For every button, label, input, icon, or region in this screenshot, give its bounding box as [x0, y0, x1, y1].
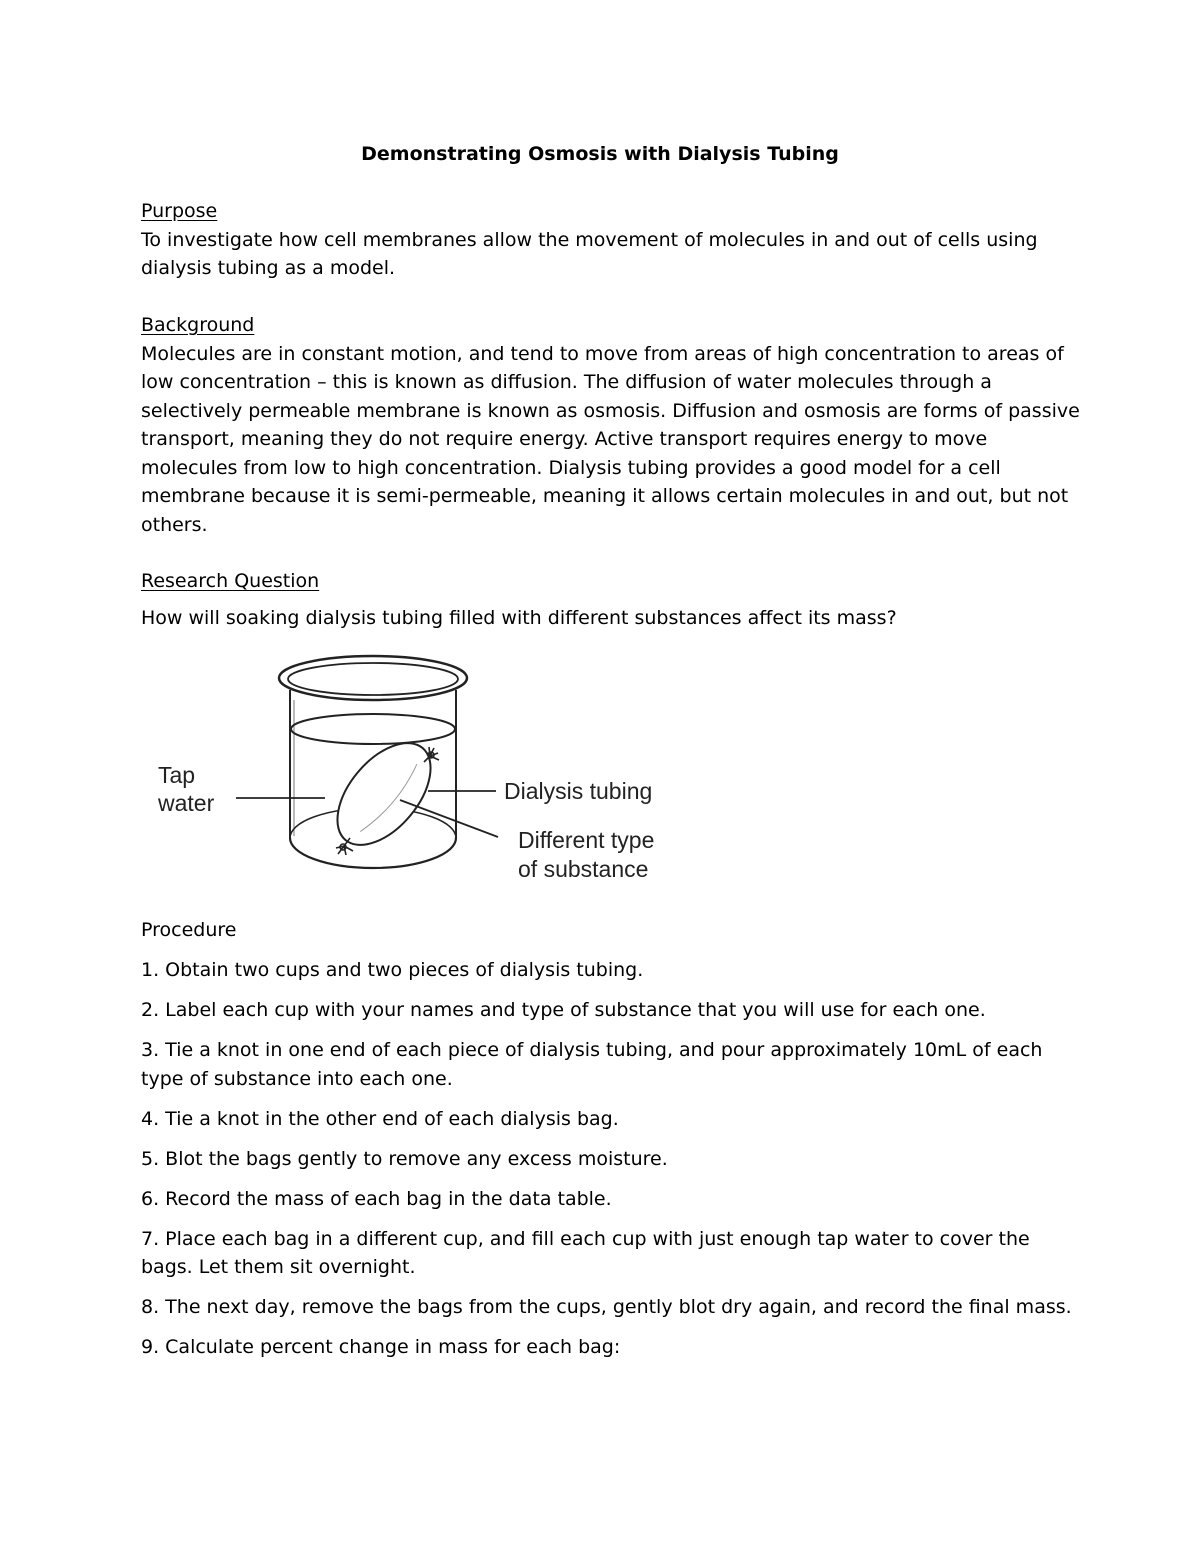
background-heading: Background	[141, 314, 255, 336]
background-text: Molecules are in constant motion, and tend to move from areas of high concentration to areas of low concentration – this is known as diffusion. The diffusion of water molecules through a selectively permeable membrane is known as osmosis. Diffusion and osmosis are forms of passive transport, meaning they do not require energy. Active transport requires energy to move molecules from low to high concentration. Dialysis tubing provides a good model for a cell membrane because it is semi-permeable, meaning it allows certain molecules in and out, but not others.	[141, 342, 1080, 536]
procedure-steps	[141, 956, 1081, 1373]
substance-pointer	[400, 800, 498, 837]
procedure-step: 1. Obtain two cups and two pieces of dialysis tubing.	[141, 959, 644, 981]
label-dialysis-tubing: Dialysis tubing	[504, 778, 653, 804]
procedure-heading-block	[141, 916, 1081, 945]
label-water: water	[158, 790, 215, 816]
procedure-step: 7. Place each bag in a different cup, and fill each cup with just enough tap water to cover the bags. Let them sit overnight.	[141, 1227, 1030, 1278]
background-section	[141, 311, 1081, 539]
dialysis-bag	[319, 726, 448, 862]
procedure-step: 6. Record the mass of each bag in the data table.	[141, 1187, 612, 1210]
procedure-step: 5. Blot the bags gently to remove any excess moisture.	[141, 1147, 668, 1170]
procedure-step: 3. Tie a knot in one end of each piece of dialysis tubing, and pour approximately 10mL of each type of substance into each one.	[141, 1039, 1043, 1090]
procedure-step: 9. Calculate percent change in mass for each bag:	[141, 1336, 621, 1358]
water-surface	[291, 714, 455, 744]
label-different-type: Different type	[518, 827, 655, 853]
purpose-section	[141, 197, 1081, 283]
research-question-heading: Research Question	[141, 570, 320, 592]
label-of-substance: of substance	[518, 856, 649, 882]
document-title: Demonstrating Osmosis with Dialysis Tubing	[361, 143, 839, 165]
procedure-step: 2. Label each cup with your names and type of substance that you will use for each one.	[141, 999, 986, 1021]
procedure-step: 4. Tie a knot in the other end of each dialysis bag.	[141, 1107, 619, 1130]
procedure-step: 8. The next day, remove the bags from the cups, gently blot dry again, and record the final mass.	[141, 1296, 1072, 1318]
procedure-heading: Procedure	[141, 919, 237, 941]
beaker-rim-inner	[288, 663, 458, 695]
purpose-text: To investigate how cell membranes allow the movement of molecules in and out of cells using dialysis tubing as a model.	[141, 228, 1038, 279]
purpose-heading: Purpose	[141, 200, 218, 222]
label-tap: Tap	[158, 762, 196, 788]
research-question-text: How will soaking dialysis tubing filled with different substances affect its mass?	[141, 606, 897, 629]
research-question-section	[141, 567, 1081, 632]
beaker-diagram	[150, 650, 690, 890]
